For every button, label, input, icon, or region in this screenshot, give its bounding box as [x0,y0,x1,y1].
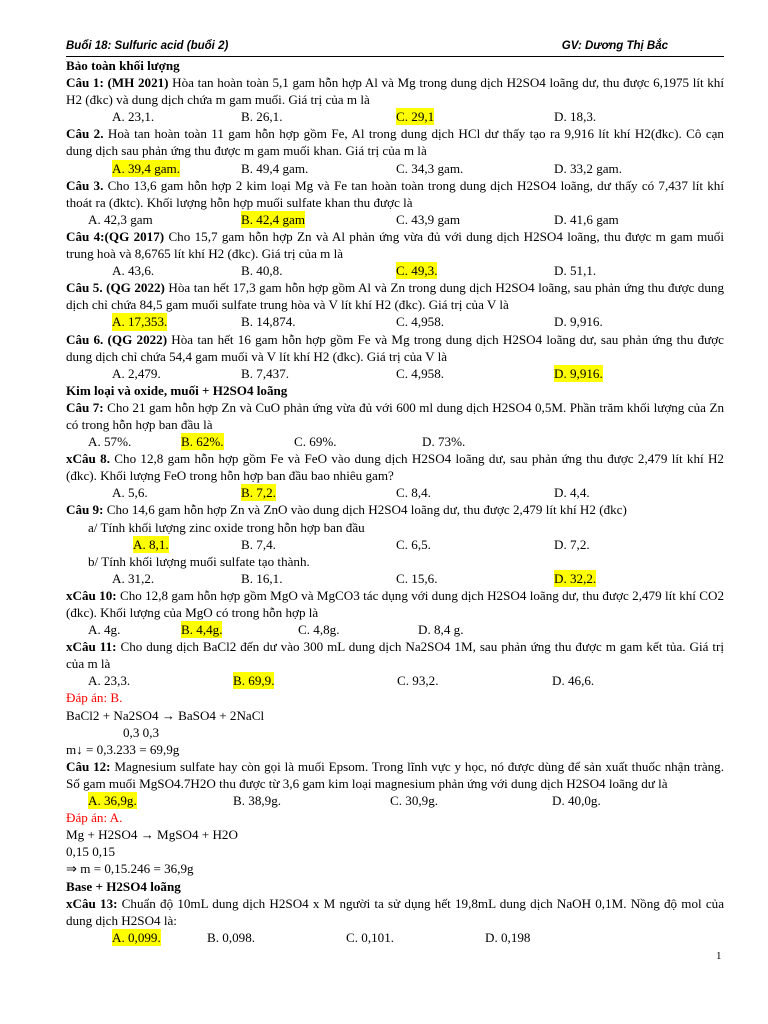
answer-option: A. 57%. [88,434,132,450]
section-heading: Bảo toàn khối lượng [66,58,180,73]
answer-options [66,792,724,809]
question-text: Cho 12,8 gam hỗn hợp gồm MgO và MgCO3 tác dụng với dung dịch H2SO4 loãng dư, thu được 2,479 lít khí CO2 (đkc). Khối lượng của MgO có trong hỗn hợp là [66,587,724,620]
answer-options [66,262,724,279]
worksheet-content [66,57,724,946]
question-6 [66,331,724,365]
answer-option: D. 9,916. [554,365,603,381]
question-9a: a/ Tính khối lượng zinc oxide trong hỗn hợp ban đầu [88,519,365,535]
answer-options [66,365,724,382]
answer-option: B. 49,4 gam. [241,160,309,176]
answer-options [66,570,724,587]
answer-option: B. 16,1. [241,570,283,586]
question-label: Câu 5. (QG 2022) [66,280,165,296]
answer-option: C. 0,101. [346,929,395,945]
answer-option: C. 4,958. [396,314,445,330]
question-text: Hòa tan hết 17,3 gam hỗn hợp gồm Al và Zn trong dung dịch H2SO4 loãng, sau phản ứng thu được dung dịch chỉ chứa 84,5 gam muối sulfate trung hòa và V lít khí H2 (đkc). Giá trị của V là [66,280,724,313]
page-header [66,40,724,57]
answer-option: A. 42,3 gam [88,211,153,227]
question-13 [66,895,724,929]
answer-options [66,484,724,501]
section-heading: Kim loại và oxide, muối + H2SO4 loãng [66,382,288,398]
answer-option: A. 31,2. [112,570,155,586]
answer-option: A. 36,9g. [88,793,137,809]
answer-option: B. 14,874. [241,314,296,330]
answer-option: A. 43,6. [112,263,155,279]
question-label: Câu 4:(QG 2017) [66,228,165,244]
answer-option: D. 73%. [422,434,466,450]
answer-options [66,536,724,553]
answer-options [66,621,724,638]
answer-option: D. 8,4 g. [418,622,464,638]
answer-option: C. 8,4. [396,485,431,501]
answer-option: B. 7,437. [241,365,290,381]
section-heading: Base + H2SO4 loãng [66,878,181,894]
question-text: Cho 15,7 gam hỗn hợp Zn và Al phản ứng vừa đủ với dung dịch H2SO4 loãng, thu được m gam muối trung hoà và 8,6765 lít khí H2 (đkc). Giá trị của m là [66,228,724,262]
mole-line: 0,15 0,15 [66,844,116,860]
question-label: Câu 12: [66,758,111,774]
answer-option: C. 30,9g. [390,793,439,809]
question-text: Chuẩn độ 10mL dung dịch H2SO4 x M người ta sử dụng hết 19,8mL dung dịch NaOH 0,1M. Nồng độ mol của dung dịch H2SO4 là: [66,895,725,928]
answer-option: C. 29,1 [396,109,435,125]
answer-options [66,929,724,946]
answer-option: C. 4,8g. [298,622,340,638]
answer-option: B. 7,4. [241,536,276,552]
answer-options [66,433,724,450]
question-label: xCâu 8. [66,451,110,467]
question-11 [66,638,724,672]
question-4 [66,228,724,262]
answer-option: A. 23,3. [88,673,131,689]
answer-option: B. 0,098. [207,929,256,945]
answer-option: B. 40,8. [241,263,283,279]
page-number: 1 [716,950,722,962]
answer-option: A. 8,1. [133,536,169,552]
answer-option: B. 69,9. [233,673,275,689]
answer-option: D. 51,1. [554,263,597,279]
question-3 [66,177,724,211]
question-text: Cho dung dịch BaCl2 đến dư vào 300 mL dung dịch Na2SO4 1M, sau phản ứng thu được m gam kết tủa. Giá trị của m là [66,639,724,672]
answer-option: D. 32,2. [554,570,597,586]
answer-option: B. 42,4 gam [241,211,306,227]
equation: Mg + H2SO4 → MgSO4 + H2O [66,827,238,843]
answer-options [66,211,724,228]
equation: BaCl2 + Na2SO4 → BaSO4 + 2NaCl [66,707,265,723]
answer-option: C. 49,3. [396,263,438,279]
answer-option: B. 7,2. [241,485,276,501]
question-12 [66,758,724,792]
answer-option: A. 17,353. [112,314,168,330]
answer-options [66,108,724,125]
answer-key: Đáp án: B. [66,690,123,706]
question-label: xCâu 11: [66,639,117,655]
answer-option: B. 26,1. [241,109,283,125]
answer-key: Đáp án: A. [66,810,123,826]
question-1 [66,74,724,108]
answer-option: A. 4g. [88,622,121,638]
answer-option: C. 43,9 gam [396,211,461,227]
answer-option: B. 38,9g. [233,793,282,809]
answer-option: B. 4,4g. [181,622,223,638]
answer-option: C. 4,958. [396,365,445,381]
question-2 [66,125,724,159]
answer-options [66,672,724,689]
answer-options [66,313,724,330]
question-label: Câu 9: [66,502,104,518]
question-label: Câu 7: [66,399,104,415]
question-9b: b/ Tính khối lượng muối sulfate tạo thành. [88,553,310,569]
question-8 [66,450,724,484]
question-text: Cho 14,6 gam hỗn hợp Zn và ZnO vào dung dịch H2SO4 loãng dư, thu được 2,479 lít khí H2 (đkc) [103,502,627,518]
answer-option: D. 40,0g. [552,793,601,809]
answer-option: C. 93,2. [397,673,439,689]
question-label: Câu 6. (QG 2022) [66,331,168,347]
answer-option: A. 39,4 gam. [112,160,181,176]
question-label: Câu 2. [66,126,104,142]
answer-option: C. 34,3 gam. [396,160,464,176]
mole-line: 0,3 0,3 [123,724,160,740]
answer-option: A. 2,479. [112,365,161,381]
answer-option: A. 23,1. [112,109,155,125]
calculation-result: ⇒ m = 0,15.246 = 36,9g [66,861,194,877]
question-label: xCâu 10: [66,587,117,603]
answer-option: B. 62%. [181,434,224,450]
answer-option: D. 4,4. [554,485,590,501]
question-text: Hòa tan hết 16 gam hỗn hợp gồm Fe và Mg trong dung dịch H2SO4 loãng dư, sau phản ứng thu được dung dịch chỉ chứa 54,4 gam muối và V lít khí H2 (đkc). Giá trị của V là [66,331,724,364]
question-text: Magnesium sulfate hay còn gọi là muối Epsom. Trong lĩnh vực y học, nó được dùng để sản xuất thuốc nhận tràng. Số gam muối MgSO4.7H2O thu được từ 3,6 gam kim loại magnesium phản ứng với dung dịch H2SO4 loãng dư là [66,758,724,791]
calculation-result: m↓ = 0,3.233 = 69,9g [66,741,180,757]
question-text: Cho 12,8 gam hỗn hợp gồm Fe và FeO vào dung dịch H2SO4 loãng dư, sau phản ứng thu được 2,479 lít khí H2 (đkc). Khối lượng FeO trong hỗn hợp ban đầu bao nhiêu gam? [66,451,724,484]
question-label: Câu 3. [66,177,104,193]
teacher-name: GV: Dương Thị Bắc [561,40,668,52]
question-7 [66,399,724,433]
answer-option: D. 33,2 gam. [554,160,623,176]
answer-option: D. 0,198 [485,929,531,945]
answer-option: D. 7,2. [554,536,590,552]
question-text: Hòa tan hoàn toàn 5,1 gam hỗn hợp Al và Mg trong dung dịch H2SO4 loãng dư, thu được 6,1975 lít khí H2 (đkc) và dung dịch chứa m gam muối. Giá trị của m là [66,75,724,108]
answer-option: A. 0,099. [112,929,161,945]
question-label: Câu 1: (MH 2021) [66,75,169,91]
question-label: xCâu 13: [66,895,118,911]
question-10 [66,587,724,621]
answer-option: C. 69%. [294,434,337,450]
answer-option: D. 9,916. [554,314,603,330]
question-text: Cho 13,6 gam hỗn hợp 2 kim loại Mg và Fe tan hoàn toàn trong dung dịch H2SO4 loãng, dư thấy có 7,437 lít khí thoát ra (đktc). Khối lượng hỗn hợp muối sulfate khan thu được là [66,177,724,210]
question-text: Cho 21 gam hỗn hợp Zn và CuO phản ứng vừa đủ với 600 ml dung dịch H2SO4 0,5M. Phần trăm khối lượng của Zn có trong hỗn hợp ban đầu là [66,399,724,432]
question-5 [66,279,724,313]
question-text: Hoà tan hoàn toàn 11 gam hỗn hợp gồm Fe, Al trong dung dịch HCl dư thấy tạo ra 9,916 lít khí H2(đkc). Cô cạn dung dịch sau phản ứng thu được m gam muối khan. Giá trị của m là [66,126,724,159]
worksheet-page [66,40,724,946]
answer-option: D. 18,3. [554,109,597,125]
answer-option: C. 6,5. [396,536,431,552]
lesson-title: Buổi 18: Sulfuric acid (buổi 2) [66,40,229,52]
question-9 [66,501,724,518]
answer-option: D. 41,6 gam [554,211,619,227]
answer-option: A. 5,6. [112,485,148,501]
answer-option: C. 15,6. [396,570,438,586]
answer-options [66,160,724,177]
answer-option: D. 46,6. [552,673,595,689]
